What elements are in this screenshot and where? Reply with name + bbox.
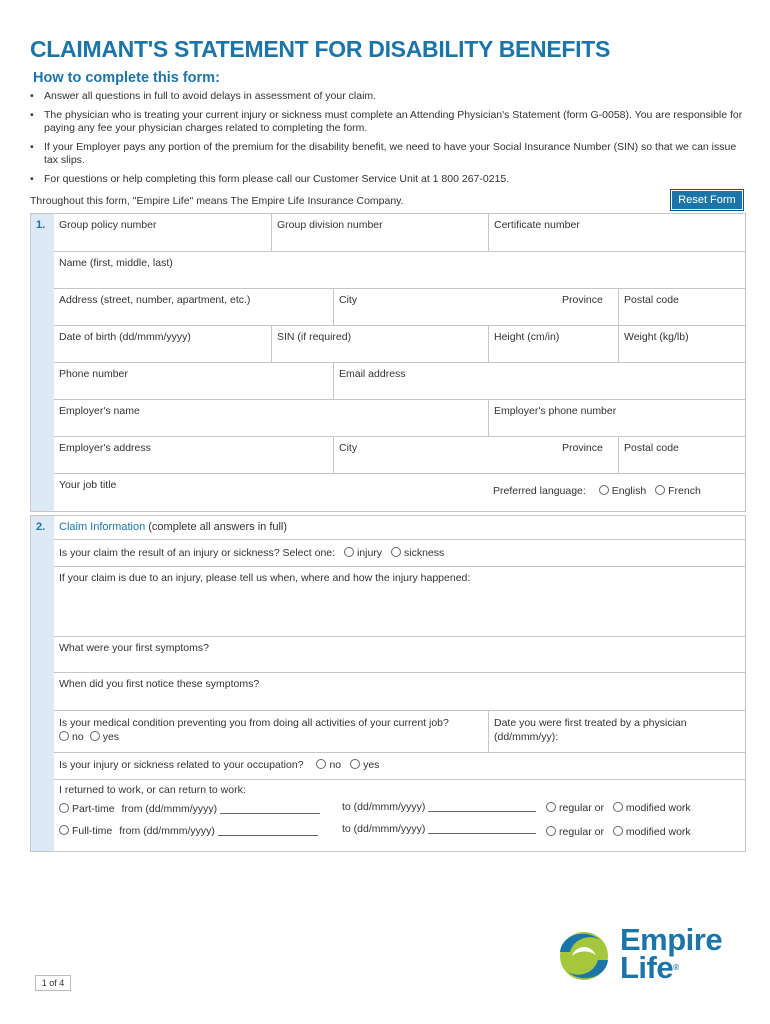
- empire-life-logo-icon: [556, 926, 612, 984]
- claim-info-heading: Claim Information: [59, 521, 146, 533]
- postal-code-field[interactable]: Postal code: [618, 289, 745, 326]
- row-first-symptoms: [54, 636, 745, 673]
- row-name: [54, 251, 745, 289]
- group-division-field[interactable]: Group division number: [271, 214, 488, 251]
- injury-radio[interactable]: [344, 547, 354, 557]
- weight-field[interactable]: Weight (kg/lb): [618, 326, 745, 363]
- row-job: [54, 473, 745, 512]
- occupation-yes-radio[interactable]: [350, 759, 360, 769]
- row-injury-detail: [54, 566, 745, 637]
- row-dob: [54, 325, 745, 363]
- injury-detail-field[interactable]: If your claim is due to an injury, please tell us when, where and how the injury happened:: [59, 572, 471, 584]
- instruction-item: • The physician who is treating your current injury or sickness must complete an Attending Physician's Statement (form G-0058). You are responsible for paying any fee your physician charges related to completing the form.: [30, 109, 750, 136]
- returned-label: I returned to work, or can return to work:: [59, 784, 246, 796]
- height-field[interactable]: Height (cm/in): [488, 326, 618, 363]
- section-number: 2.: [36, 521, 46, 533]
- claim-info-note: (complete all answers in full): [148, 521, 288, 533]
- section-personal-info: [30, 213, 746, 512]
- first-symptoms-field[interactable]: What were your first symptoms?: [59, 642, 209, 654]
- address-field[interactable]: Address (street, number, apartment, etc.): [59, 294, 251, 306]
- row-when-noticed: [54, 672, 745, 711]
- row-address: [54, 288, 745, 326]
- phone-field[interactable]: Phone number: [59, 368, 128, 380]
- employer-phone-field[interactable]: Employer's phone number: [488, 400, 745, 437]
- full-time-to: to (dd/mmm/yyyy): [342, 823, 536, 835]
- preferred-language: Preferred language: English French: [493, 485, 701, 497]
- full-time-modified-radio[interactable]: [613, 826, 623, 836]
- part-time-from-input[interactable]: [220, 813, 320, 814]
- page-number: 1 of 4: [35, 975, 71, 991]
- city-field[interactable]: City: [333, 289, 557, 326]
- part-time-row: Part-time from (dd/mmm/yyyy): [59, 803, 320, 815]
- how-to-heading: How to complete this form:: [33, 70, 220, 86]
- reset-form-button[interactable]: Reset Form: [670, 189, 744, 211]
- job-title-field[interactable]: Your job title: [59, 479, 117, 491]
- part-time-type: regular or modified work: [546, 802, 691, 814]
- section-claim-info: [30, 515, 746, 852]
- employer-name-field[interactable]: Employer's name: [59, 405, 140, 417]
- part-time-regular-radio[interactable]: [546, 802, 556, 812]
- employer-city-field[interactable]: City: [333, 437, 557, 474]
- group-policy-field[interactable]: Group policy number: [59, 219, 157, 231]
- intro-text: Throughout this form, "Empire Life" means The Empire Life Insurance Company.: [30, 195, 404, 207]
- first-treated-field[interactable]: Date you were first treated by a physician (dd/mmm/yy):: [488, 711, 745, 753]
- french-radio[interactable]: [655, 485, 665, 495]
- full-time-from-input[interactable]: [218, 835, 318, 836]
- full-time-to-input[interactable]: [428, 833, 536, 834]
- part-time-modified-radio[interactable]: [613, 802, 623, 812]
- instruction-item: • If your Employer pays any portion of the premium for the disability benefit, we need to have your Social Insurance Number (SIN) so that we can issue tax slips.: [30, 141, 750, 168]
- row-injury-sickness: Is your claim the result of an injury or sickness? Select one: injury sickness: [54, 539, 745, 567]
- name-field[interactable]: Name (first, middle, last): [59, 257, 173, 269]
- full-time-row: Full-time from (dd/mmm/yyyy): [59, 825, 318, 837]
- row-return-work: [54, 779, 745, 852]
- employer-address-field[interactable]: Employer's address: [59, 442, 151, 454]
- instruction-item: • For questions or help completing this form please call our Customer Service Unit at 1 800 267-0215.: [30, 173, 750, 187]
- english-radio[interactable]: [599, 485, 609, 495]
- form-title: CLAIMANT'S STATEMENT FOR DISABILITY BENEFITS: [30, 36, 611, 62]
- full-time-type: regular or modified work: [546, 826, 691, 838]
- row-contact: [54, 362, 745, 400]
- instruction-item: • Answer all questions in full to avoid delays in assessment of your claim.: [30, 90, 750, 104]
- row-prevent: Is your medical condition preventing you from doing all activities of your current job? no yes Date you were first treated by a physician (dd/mmm/yy):: [54, 710, 745, 753]
- row-occupation: Is your injury or sickness related to your occupation? no yes: [54, 752, 745, 780]
- row-claim-heading: [54, 516, 745, 539]
- section-number: 1.: [36, 219, 46, 231]
- occupation-no-radio[interactable]: [316, 759, 326, 769]
- full-time-radio[interactable]: [59, 825, 69, 835]
- employer-postal-field[interactable]: Postal code: [618, 437, 745, 474]
- dob-field[interactable]: Date of birth (dd/mmm/yyyy): [59, 331, 191, 343]
- prevent-yes-radio[interactable]: [90, 731, 100, 741]
- instructions-list: [30, 90, 750, 191]
- sin-field[interactable]: SIN (if required): [271, 326, 488, 363]
- row-employer-address: [54, 436, 745, 474]
- part-time-to-input[interactable]: [428, 811, 536, 812]
- employer-province-field[interactable]: Province: [562, 442, 603, 454]
- sickness-radio[interactable]: [391, 547, 401, 557]
- email-field[interactable]: Email address: [333, 363, 745, 400]
- prevent-no-radio[interactable]: [59, 731, 69, 741]
- full-time-regular-radio[interactable]: [546, 826, 556, 836]
- certificate-field[interactable]: Certificate number: [488, 214, 745, 251]
- when-noticed-field[interactable]: When did you first notice these symptoms?: [59, 678, 260, 690]
- row-employer: [54, 399, 745, 437]
- empire-life-logo-text: Empire Life®: [620, 922, 723, 985]
- province-field[interactable]: Province: [562, 294, 603, 306]
- row-policy: [54, 214, 745, 251]
- part-time-radio[interactable]: [59, 803, 69, 813]
- part-time-to: to (dd/mmm/yyyy): [342, 801, 536, 813]
